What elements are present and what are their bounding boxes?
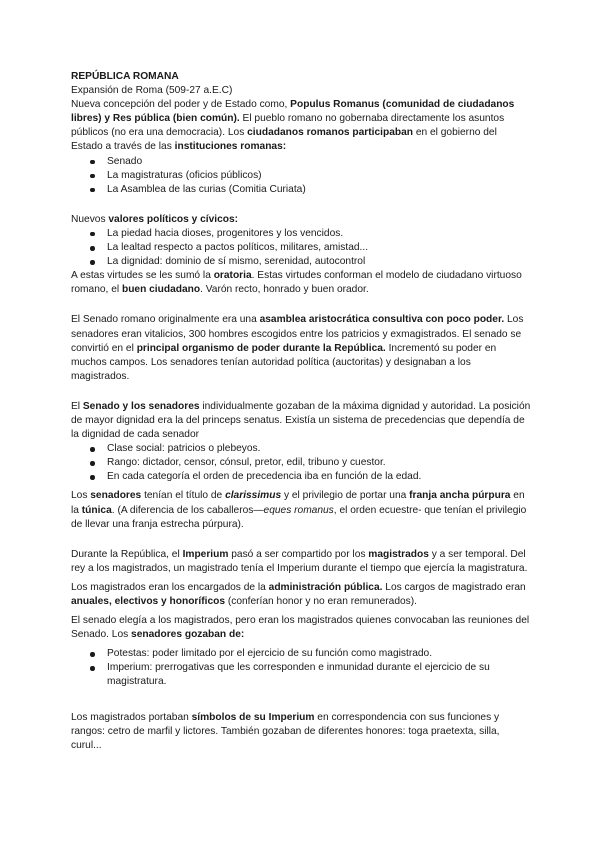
bold-run: magistrados xyxy=(368,548,429,560)
text-run: Nuevos xyxy=(71,213,109,225)
list-item: La dignidad: dominio de sí mismo, serenidad, autocontrol xyxy=(107,255,531,269)
bold-run: administración pública. xyxy=(268,581,383,593)
intro-paragraph xyxy=(71,98,531,154)
list-item: Potestas: poder limitado por el ejercicio de su función como magistrado. xyxy=(107,647,531,661)
text-run: Los senadores eran vitalicios, 300 hombres escogidos entre los patricios y exmagistrados. El senado se convirtió en el xyxy=(71,314,524,354)
text-run: , el orden ecuestre- que tenían el privilegio de llevar una franja estrecha púrpura). xyxy=(71,504,527,530)
elegia-paragraph xyxy=(71,614,531,642)
document-page xyxy=(71,70,531,753)
text-run: Los cargos de magistrado eran xyxy=(382,581,526,593)
text-run: . (A diferencia de los caballeros— xyxy=(111,504,264,516)
text-run: Los magistrados portaban xyxy=(71,711,192,723)
text-run: y a ser temporal. Del rey a los magistrados, un magistrado tenía el Imperium durante el tiempo que ejercía la magistratura. xyxy=(71,548,528,574)
bold-run: principal organismo de poder durante la República. xyxy=(136,342,386,354)
text-run: en el gobierno del Estado a través de las xyxy=(71,127,497,153)
text-run: Los magistrados eran los encargados de la xyxy=(71,581,269,593)
text-run: pasó a ser compartido por los xyxy=(228,548,369,560)
italic-run: eques romanus xyxy=(263,504,334,516)
text-run: Nueva concepción del poder y de Estado como, xyxy=(71,99,291,111)
text-run: El senado elegía a los magistrados, pero eran los magistrados quienes convocaban las reuniones del Senado. Los xyxy=(71,615,530,641)
text-run: A estas virtudes se les sumó la xyxy=(71,270,214,282)
list-item: La magistraturas (oficios públicos) xyxy=(107,169,531,183)
bold-run: ciudadanos romanos participaban xyxy=(247,127,413,139)
list-item: Senado xyxy=(107,155,531,169)
document-title: REPÚBLICA ROMANA xyxy=(71,71,179,82)
list-item: La lealtad respecto a pactos políticos, militares, amistad... xyxy=(107,241,531,255)
bold-run: túnica xyxy=(81,504,112,516)
bold-run: asamblea aristocrática consultiva con poco poder. xyxy=(259,314,505,326)
bold-run: franja ancha púrpura xyxy=(409,490,511,502)
bold-run: Populus Romanus (comunidad de ciudadanos libres) y Res pública (bien común). xyxy=(71,99,515,125)
text-run: . Estas virtudes conforman el modelo de ciudadano virtuoso romano, el xyxy=(71,270,522,296)
valores-heading xyxy=(71,213,531,227)
text-run: Incrementó su poder en muchos campos. Los senadores tenían autoridad política (auctoritas) y designaban a los magistrados. xyxy=(71,342,497,382)
admin-paragraph xyxy=(71,581,531,609)
valores-list xyxy=(71,227,531,269)
precedencias-list xyxy=(71,442,531,484)
list-item: Clase social: patricios o plebeyos. xyxy=(107,442,531,456)
text-run: El Senado romano originalmente era una xyxy=(71,314,260,326)
list-item: La piedad hacia dioses, progenitores y los vencidos. xyxy=(107,227,531,241)
text-run: Los xyxy=(71,490,91,502)
bold-run: buen ciudadano xyxy=(121,284,201,296)
bold-run: valores políticos y cívicos: xyxy=(108,213,239,225)
bold-run: Imperium xyxy=(182,548,229,560)
text-run: individualmente gozaban de la máxima dignidad y autoridad. La posición de mayor dignidad era la del princeps senatus. Existía un sistema de precedencias que dependía de la dignidad de cada senador xyxy=(71,400,531,441)
imperium-paragraph xyxy=(71,548,531,576)
clarissimus-paragraph xyxy=(71,489,531,531)
text-run: Durante la República, el xyxy=(71,548,183,560)
bold-run: símbolos de su Imperium xyxy=(191,711,315,723)
bold-run: senadores xyxy=(90,490,142,502)
list-item: En cada categoría el orden de precedencia iba en función de la edad. xyxy=(107,470,531,484)
list-item: Rango: dictador, censor, cónsul, pretor, edil, tribuno y cuestor. xyxy=(107,456,531,470)
dignidad-paragraph xyxy=(71,400,531,442)
text-run: El xyxy=(71,400,83,412)
bold-run: oratoria xyxy=(213,270,252,282)
senado-paragraph xyxy=(71,313,531,383)
text-run: . Varón recto, honrado y buen orador. xyxy=(200,284,369,296)
oratoria-paragraph xyxy=(71,269,531,297)
bold-italic-run: clarissimus xyxy=(225,490,282,502)
bold-run: Senado y los senadores xyxy=(82,400,200,412)
bold-run: anuales, electivos y honoríficos xyxy=(71,596,225,607)
text-run: (conferían honor y no eran remunerados). xyxy=(225,596,417,607)
list-item: La Asamblea de las curias (Comitia Curiata) xyxy=(107,183,531,197)
text-run: en la xyxy=(71,490,525,516)
bold-run: instituciones romanas: xyxy=(174,141,287,153)
document-subtitle: Expansión de Roma (509-27 a.E.C) xyxy=(71,85,233,97)
simbolos-paragraph xyxy=(71,711,531,753)
bold-run: senadores gozaban de: xyxy=(131,629,245,641)
list-item: Imperium: prerrogativas que les corresponden e inmunidad durante el ejercicio de su magistratura. xyxy=(107,661,531,689)
gozaban-list xyxy=(71,647,531,689)
text-run: en correspondencia con sus funciones y rangos: cetro de marfil y lictores. También gozaban de diferentes honores: toga praetexta, silla, curul... xyxy=(71,711,500,751)
institutions-list xyxy=(71,155,531,197)
text-run: tenían el título de xyxy=(141,490,226,502)
text-run: y el privilegio de portar una xyxy=(281,490,410,502)
text-run: El pueblo romano no gobernaba directamente los asuntos públicos (no era una democracia). Los xyxy=(71,113,505,139)
